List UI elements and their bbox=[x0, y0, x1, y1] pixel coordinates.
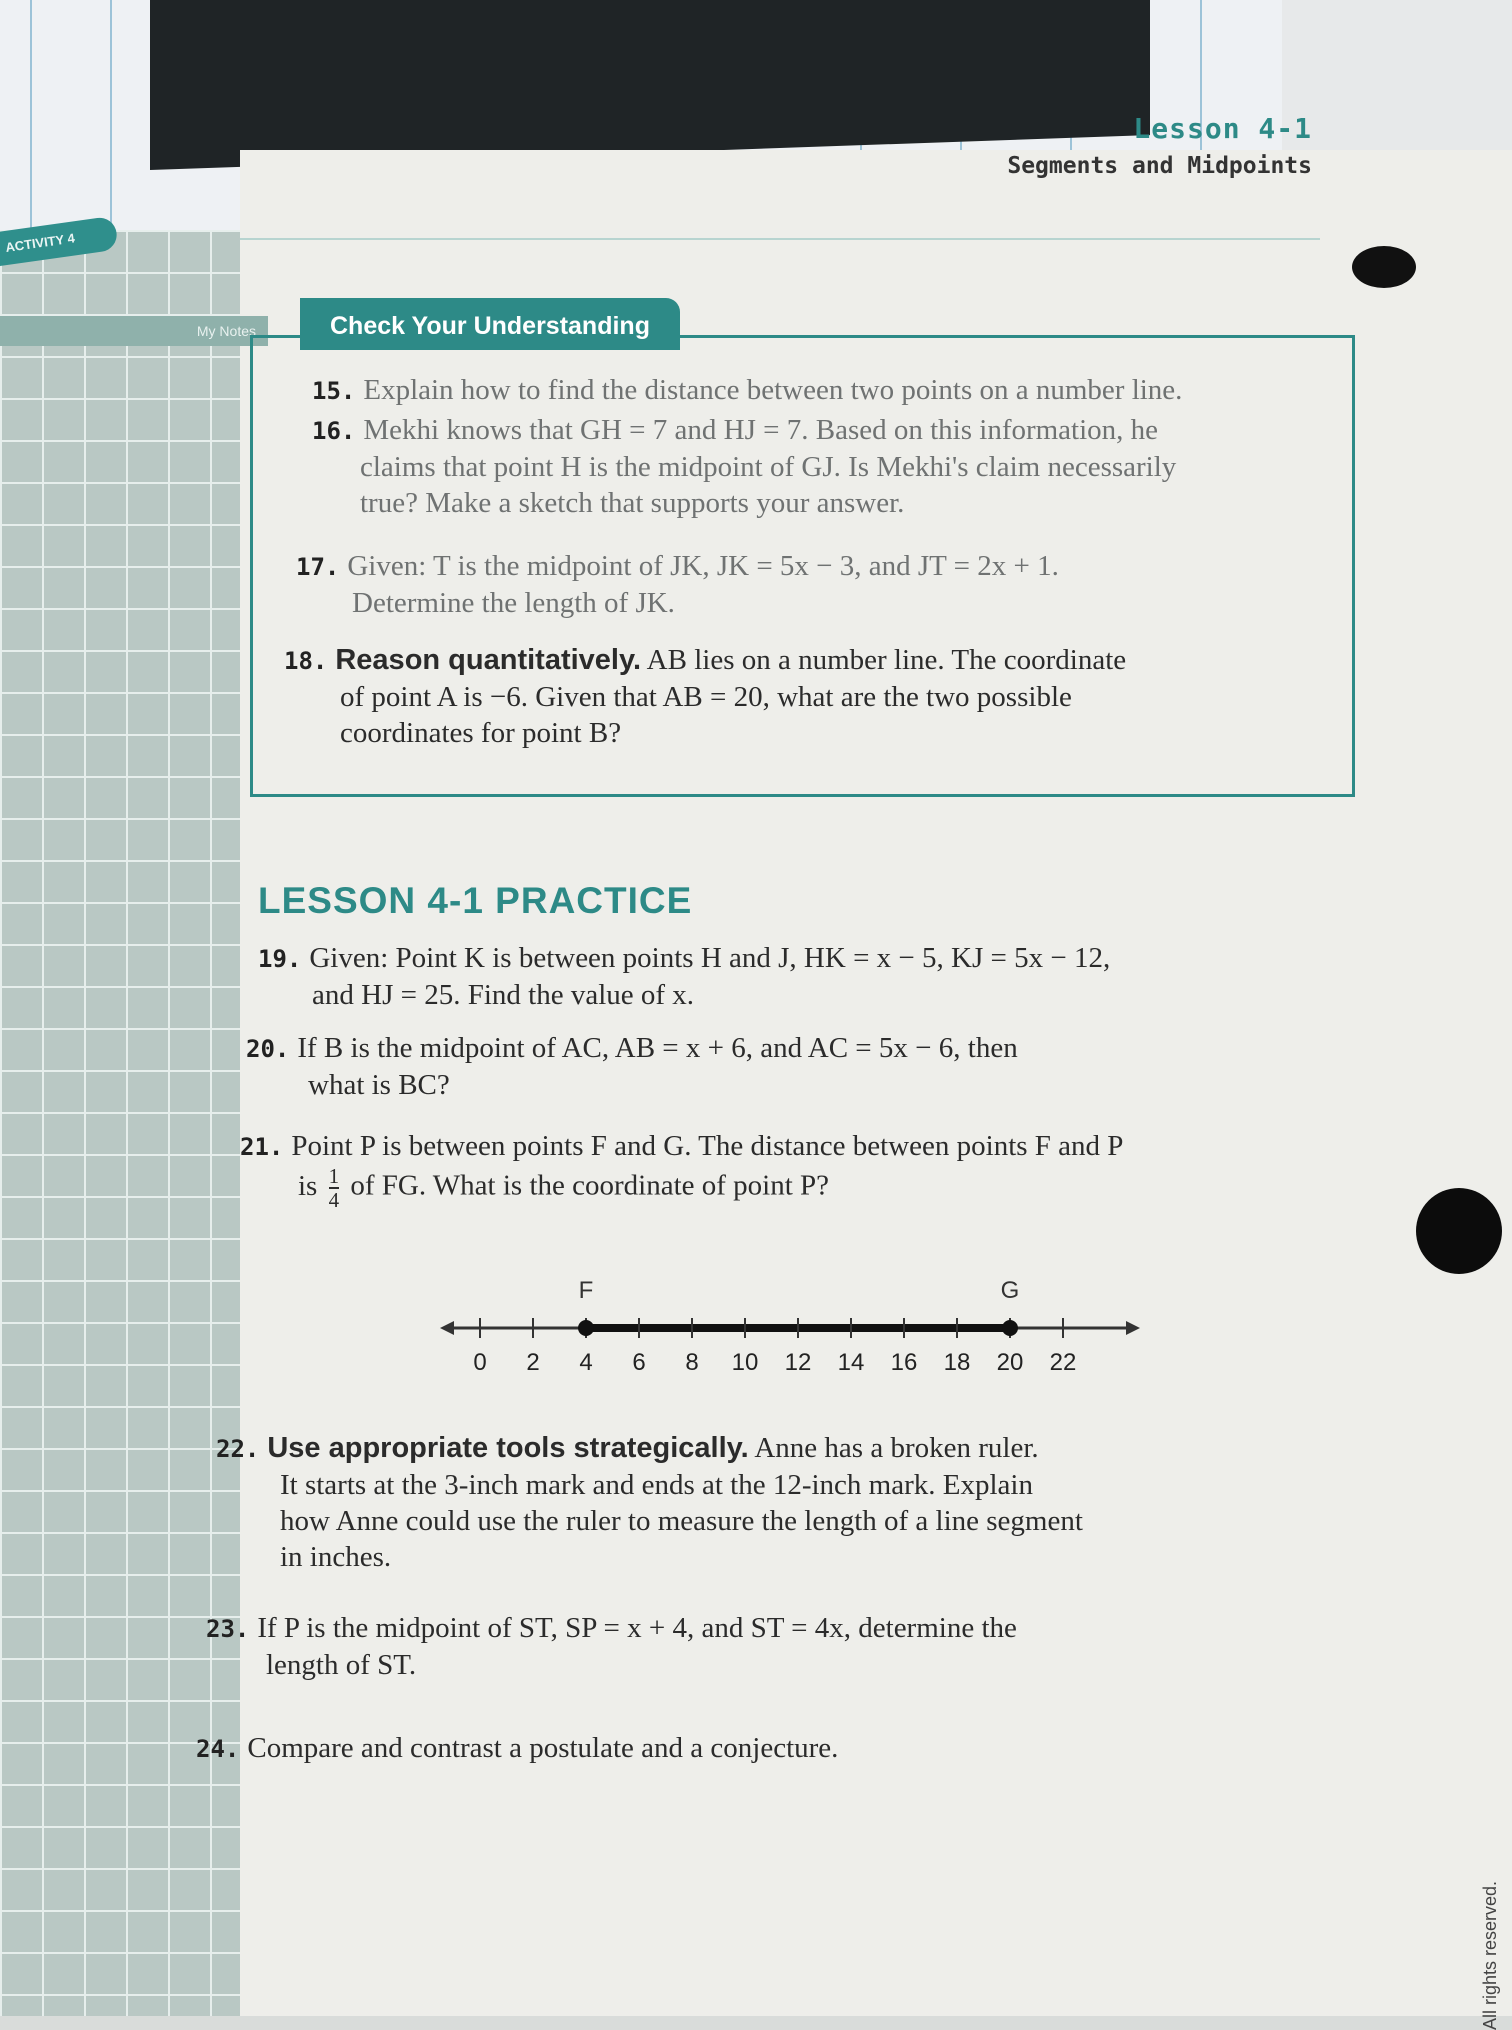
tick-label: 10 bbox=[731, 1349, 759, 1376]
number-line bbox=[440, 1270, 1140, 1380]
tick-label: 18 bbox=[943, 1349, 971, 1376]
point-f bbox=[578, 1320, 594, 1336]
lesson-number: Lesson 4-1 bbox=[1133, 112, 1312, 145]
tick-label: 20 bbox=[996, 1349, 1024, 1376]
question-24: 24. Compare and contrast a postulate and a conjecture. bbox=[196, 1732, 839, 1764]
tick-label: 22 bbox=[1049, 1349, 1077, 1376]
fraction-one-fourth: $\frac{1}{4}$ bbox=[328, 1164, 340, 1212]
rights-text: All rights reserved. bbox=[1480, 1880, 1500, 2030]
tick-label: 6 bbox=[632, 1349, 646, 1376]
check-understanding-title: Check Your Understanding bbox=[300, 298, 680, 350]
tick-label: 0 bbox=[473, 1349, 487, 1376]
my-notes-label: My Notes bbox=[0, 316, 268, 346]
tick-label: 16 bbox=[890, 1349, 918, 1376]
question-21: 21. Point P is between points F and G. The distance between points F and P is $\frac{1}{4}$ of FG. What is the coordinate of point P? bbox=[240, 1130, 1124, 1212]
lesson-title: Segments and Midpoints bbox=[1007, 153, 1312, 179]
activity-tab: ACTIVITY 4 bbox=[0, 216, 119, 266]
question-20: 20. If B is the midpoint of AC, AB = x + 6, and AC = 5x − 6, then what is BC? bbox=[246, 1032, 1018, 1101]
point-g-label: G bbox=[1000, 1277, 1020, 1304]
question-19: 19. Given: Point K is between points H and J, HK = x − 5, KJ = 5x − 12, and HJ = 25. Find the value of x. bbox=[258, 942, 1111, 1011]
tick-label: 12 bbox=[784, 1349, 812, 1376]
question-18: 18. Reason quantitatively. AB lies on a number line. The coordinate of point A is −6. Given that AB = 20, what are the two possible coordinates for point B? bbox=[284, 644, 1127, 749]
header-rule bbox=[240, 238, 1320, 240]
point-g bbox=[1002, 1320, 1018, 1336]
punch-hole-top bbox=[1352, 246, 1416, 288]
question-16: 16. Mekhi knows that GH = 7 and HJ = 7. Based on this information, he claims that point H is the midpoint of GJ. Is Mekhi's claim necessarily true? Make a sketch that supports your answer. bbox=[312, 414, 1177, 519]
tick-label: 4 bbox=[579, 1349, 593, 1376]
tick-label: 14 bbox=[837, 1349, 865, 1376]
point-f-label: F bbox=[578, 1277, 594, 1304]
right-arrow bbox=[1126, 1321, 1140, 1335]
practice-heading: LESSON 4-1 PRACTICE bbox=[258, 880, 693, 921]
left-arrow bbox=[440, 1321, 454, 1335]
tick-label: 8 bbox=[685, 1349, 699, 1376]
punch-hole-middle bbox=[1416, 1188, 1502, 1274]
lesson-header bbox=[1007, 112, 1312, 179]
question-15: 15. Explain how to find the distance between two points on a number line. bbox=[312, 374, 1183, 406]
tick-label: 2 bbox=[526, 1349, 540, 1376]
question-22: 22. Use appropriate tools strategically. Anne has a broken ruler. It starts at the 3-inch mark and ends at the 12-inch mark. Explain how Anne could use the ruler to measure the length of a line segment in inches. bbox=[216, 1432, 1083, 1573]
question-23: 23. If P is the midpoint of ST, SP = x + 4, and ST = 4x, determine the length of ST. bbox=[206, 1612, 1017, 1681]
question-17: 17. Given: T is the midpoint of JK, JK = 5x − 3, and JT = 2x + 1. Determine the length of JK. bbox=[296, 550, 1059, 619]
